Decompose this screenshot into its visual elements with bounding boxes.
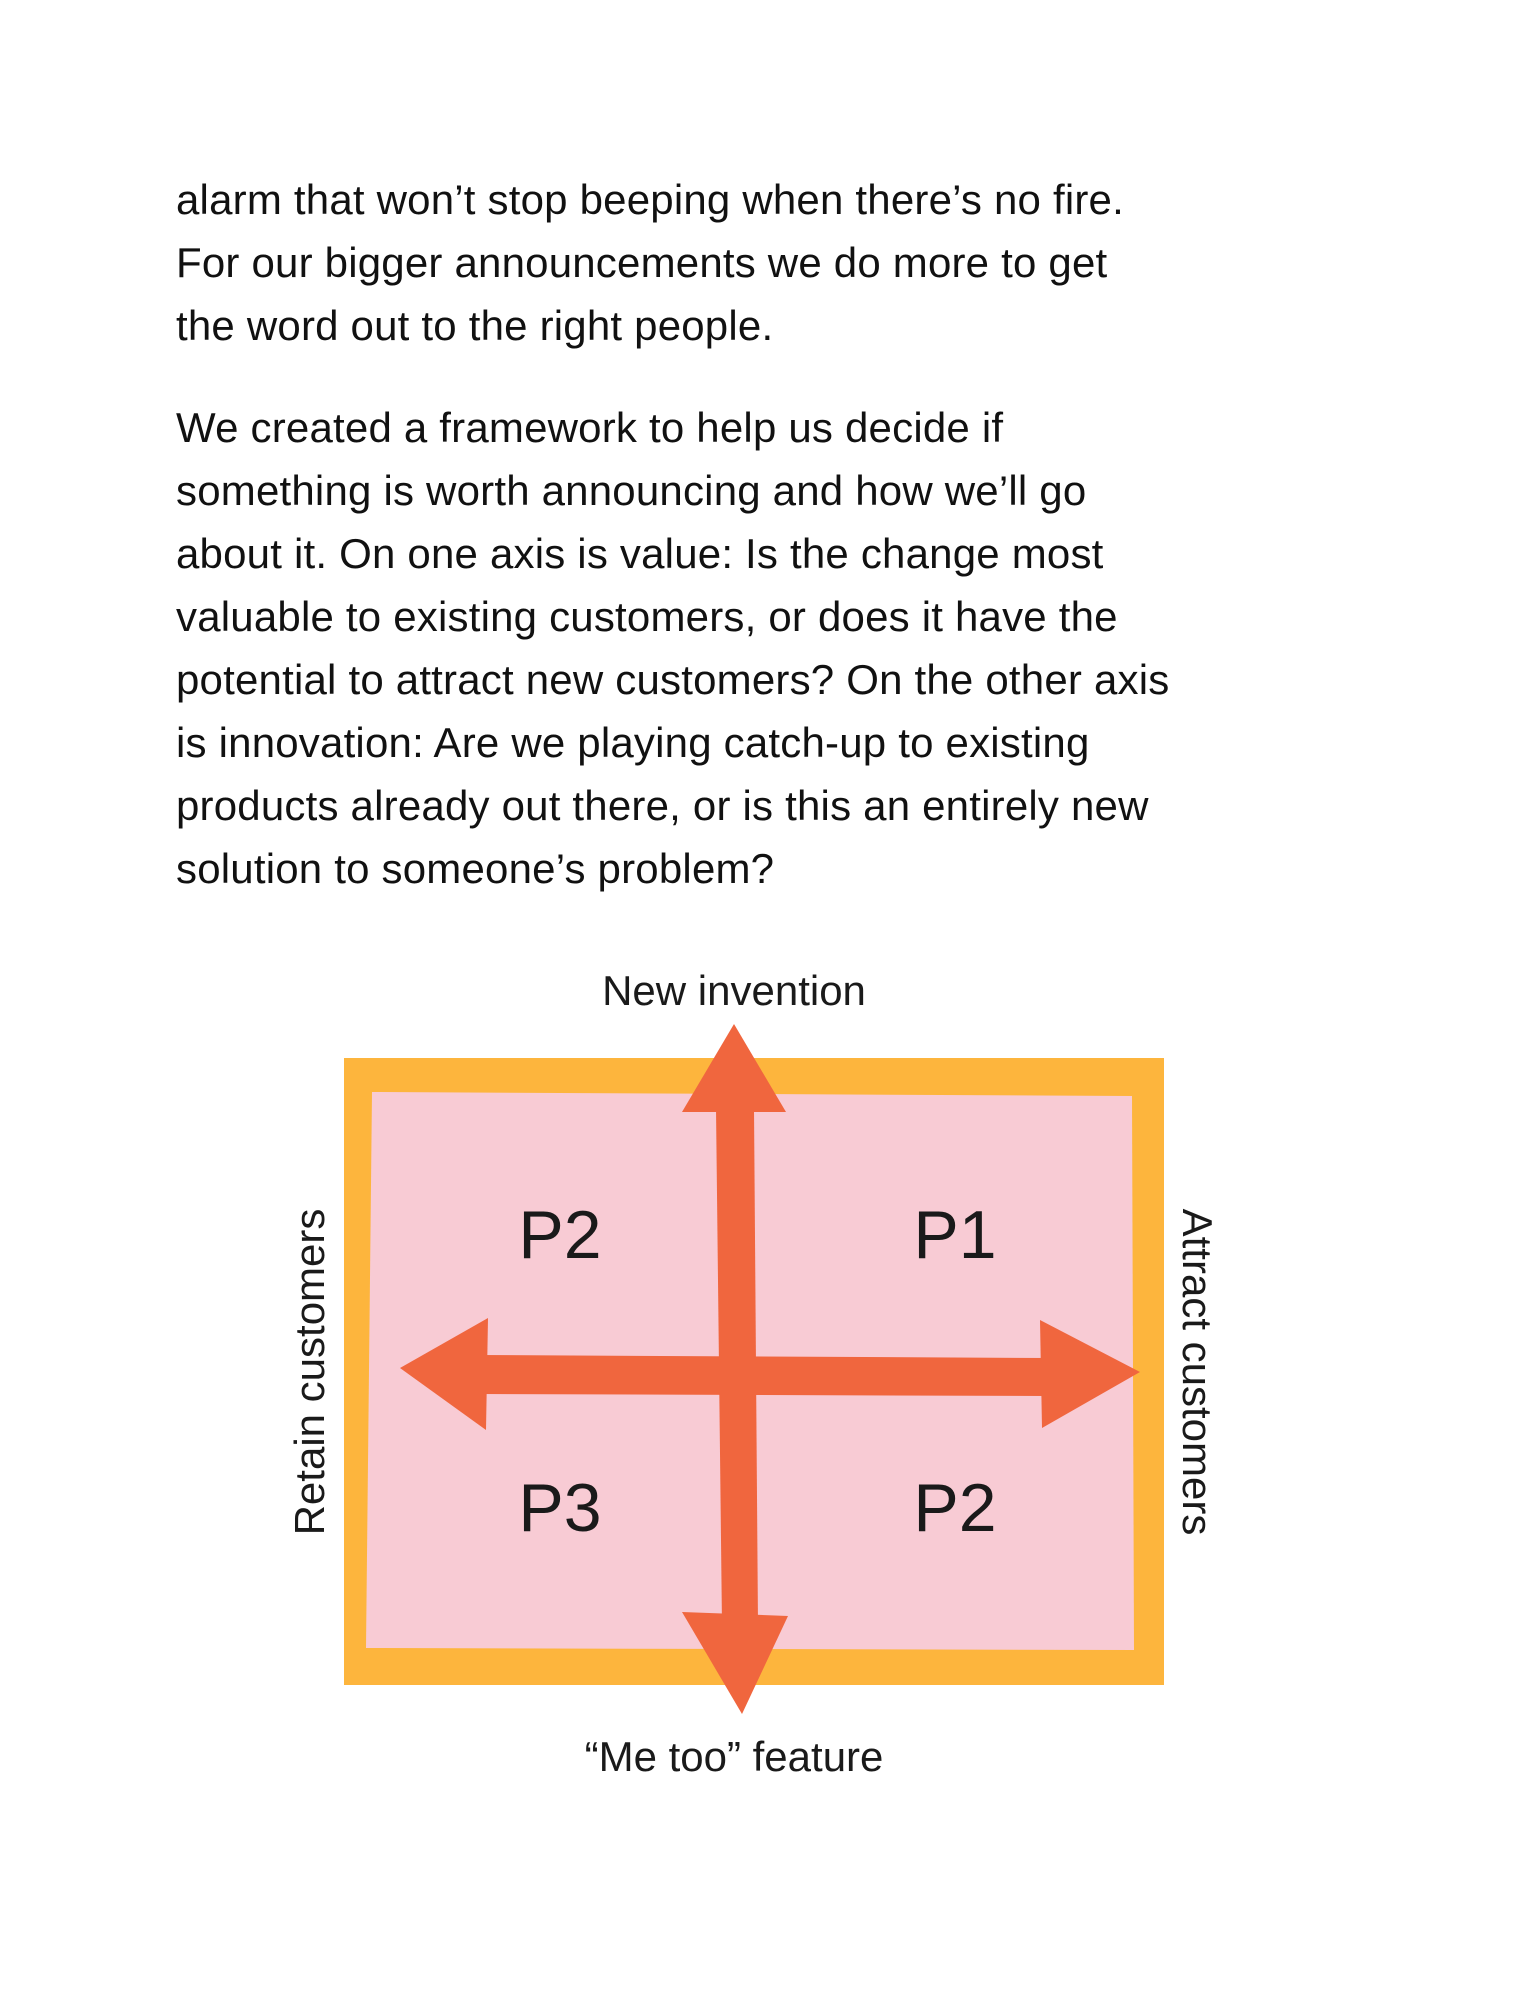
quadrant-bottom-left: P3 (518, 1470, 602, 1546)
axis-label-top: New invention (602, 967, 866, 1014)
axis-label-left: Retain customers (286, 1208, 333, 1536)
horizontal-arrow-shaft (476, 1355, 1050, 1396)
paragraph-line: is innovation: Are we playing catch-up to existing (176, 719, 1090, 766)
quadrant-top-right: P1 (913, 1197, 997, 1273)
axis-label-right: Attract customers (1174, 1208, 1221, 1536)
paragraph-line: something is worth announcing and how we’ll go (176, 467, 1087, 514)
paragraph-line: solution to someone’s problem? (176, 845, 775, 892)
quadrant-bottom-right: P2 (913, 1470, 997, 1546)
paragraph-line: about it. On one axis is value: Is the change most (176, 530, 1104, 577)
paragraph-line: alarm that won’t stop beeping when there’s no fire. (176, 176, 1124, 223)
paragraph-line: For our bigger announcements we do more to get (176, 239, 1108, 286)
axis-label-bottom: “Me too” feature (584, 1733, 884, 1780)
paragraph-line: the word out to the right people. (176, 302, 774, 349)
paragraph-line: potential to attract new customers? On the other axis (176, 656, 1170, 703)
quadrant-top-left: P2 (518, 1197, 602, 1273)
paragraph-line: We created a framework to help us decide if (176, 404, 1004, 451)
paragraph-line: valuable to existing customers, or does it have the (176, 593, 1118, 640)
paragraph-line: products already out there, or is this an entirely new (176, 782, 1149, 829)
vertical-arrow-shaft (716, 1108, 758, 1626)
